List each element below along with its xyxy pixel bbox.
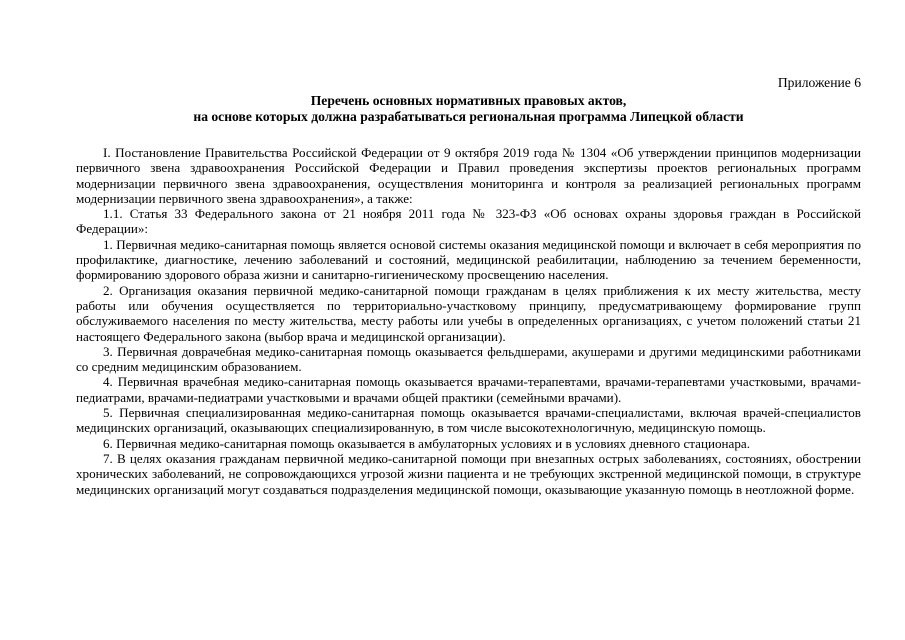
title-line-1: Перечень основных нормативных правовых актов, — [310, 93, 627, 108]
paragraph-decree: I. Постановление Правительства Российской Федерации от 9 октября 2019 года № 1304 «Об утверждении принципов модернизации первичного звена здравоохранения Российской Федерации и Правил проведения экспертизы проектов региональных программ модернизации первичного звена здравоохранения, осуществления мониторинга и контроля за реализацией региональных программ модернизации первичного звена здравоохранения», а также: — [76, 145, 861, 206]
appendix-label: Приложение 6 — [777, 75, 861, 90]
paragraph-article-33: 1.1. Статья 33 Федерального закона от 21 ноября 2011 года № 323-ФЗ «Об основах охраны здоровья граждан в Российской Федерации»: — [76, 206, 861, 237]
document-body — [76, 145, 861, 497]
paragraph-item-7: 7. В целях оказания гражданам первичной медико-санитарной помощи при внезапных острых заболеваниях, состояниях, обострении хронических заболеваний, не сопровождающихся угрозой жизни пациента и не требующих экстренной медицинской помощи, в структуре медицинских организаций могут создаваться подразделения медицинской помощи, оказывающие указанную помощь в неотложной форме. — [76, 450, 861, 497]
paragraph-item-5: 5. Первичная специализированная медико-санитарная помощь оказывается врачами-специалистами, включая врачей-специалистов медицинских организаций, оказывающих специализированную, в том числе высокотехнологичную, медицинскую помощь. — [76, 405, 861, 436]
paragraph-item-3: 3. Первичная доврачебная медико-санитарная помощь оказывается фельдшерами, акушерами и другими медицинскими работниками со средним медицинским образованием. — [76, 343, 861, 375]
paragraph-item-1: 1. Первичная медико-санитарная помощь является основой системы оказания медицинской помощи и включает в себя мероприятия по профилактике, диагностике, лечению заболеваний и состояний, медицинской реабилитации, наблюдению за течением беременности, формированию здорового образа жизни и санитарно-гигиеническому просвещению населения. — [76, 236, 861, 283]
paragraph-item-2: 2. Организация оказания первичной медико-санитарной помощи гражданам в целях приближения к их месту жительства, месту работы или обучения осуществляется по территориально-участковому принципу, предусматривающему формирование групп обслуживаемого населения по месту жительства, месту работы или учебы в определенных организациях, с учетом положений статьи 21 настоящего Федерального закона (выбор врача и медицинской организации). — [76, 282, 861, 344]
document-page — [76, 74, 861, 497]
paragraph-item-6: 6. Первичная медико-санитарная помощь оказывается в амбулаторных условиях и в условиях дневного стационара. — [103, 435, 750, 451]
paragraph-item-4: 4. Первичная врачебная медико-санитарная помощь оказывается врачами-терапевтами, врачами-терапевтами участковыми, врачами-педиатрами, врачами-педиатрами участковыми и врачами общей практики (семейными врачами). — [76, 374, 861, 405]
document-title — [76, 93, 861, 125]
title-line-2: на основе которых должна разрабатываться региональная программа Липецкой области — [193, 109, 744, 124]
